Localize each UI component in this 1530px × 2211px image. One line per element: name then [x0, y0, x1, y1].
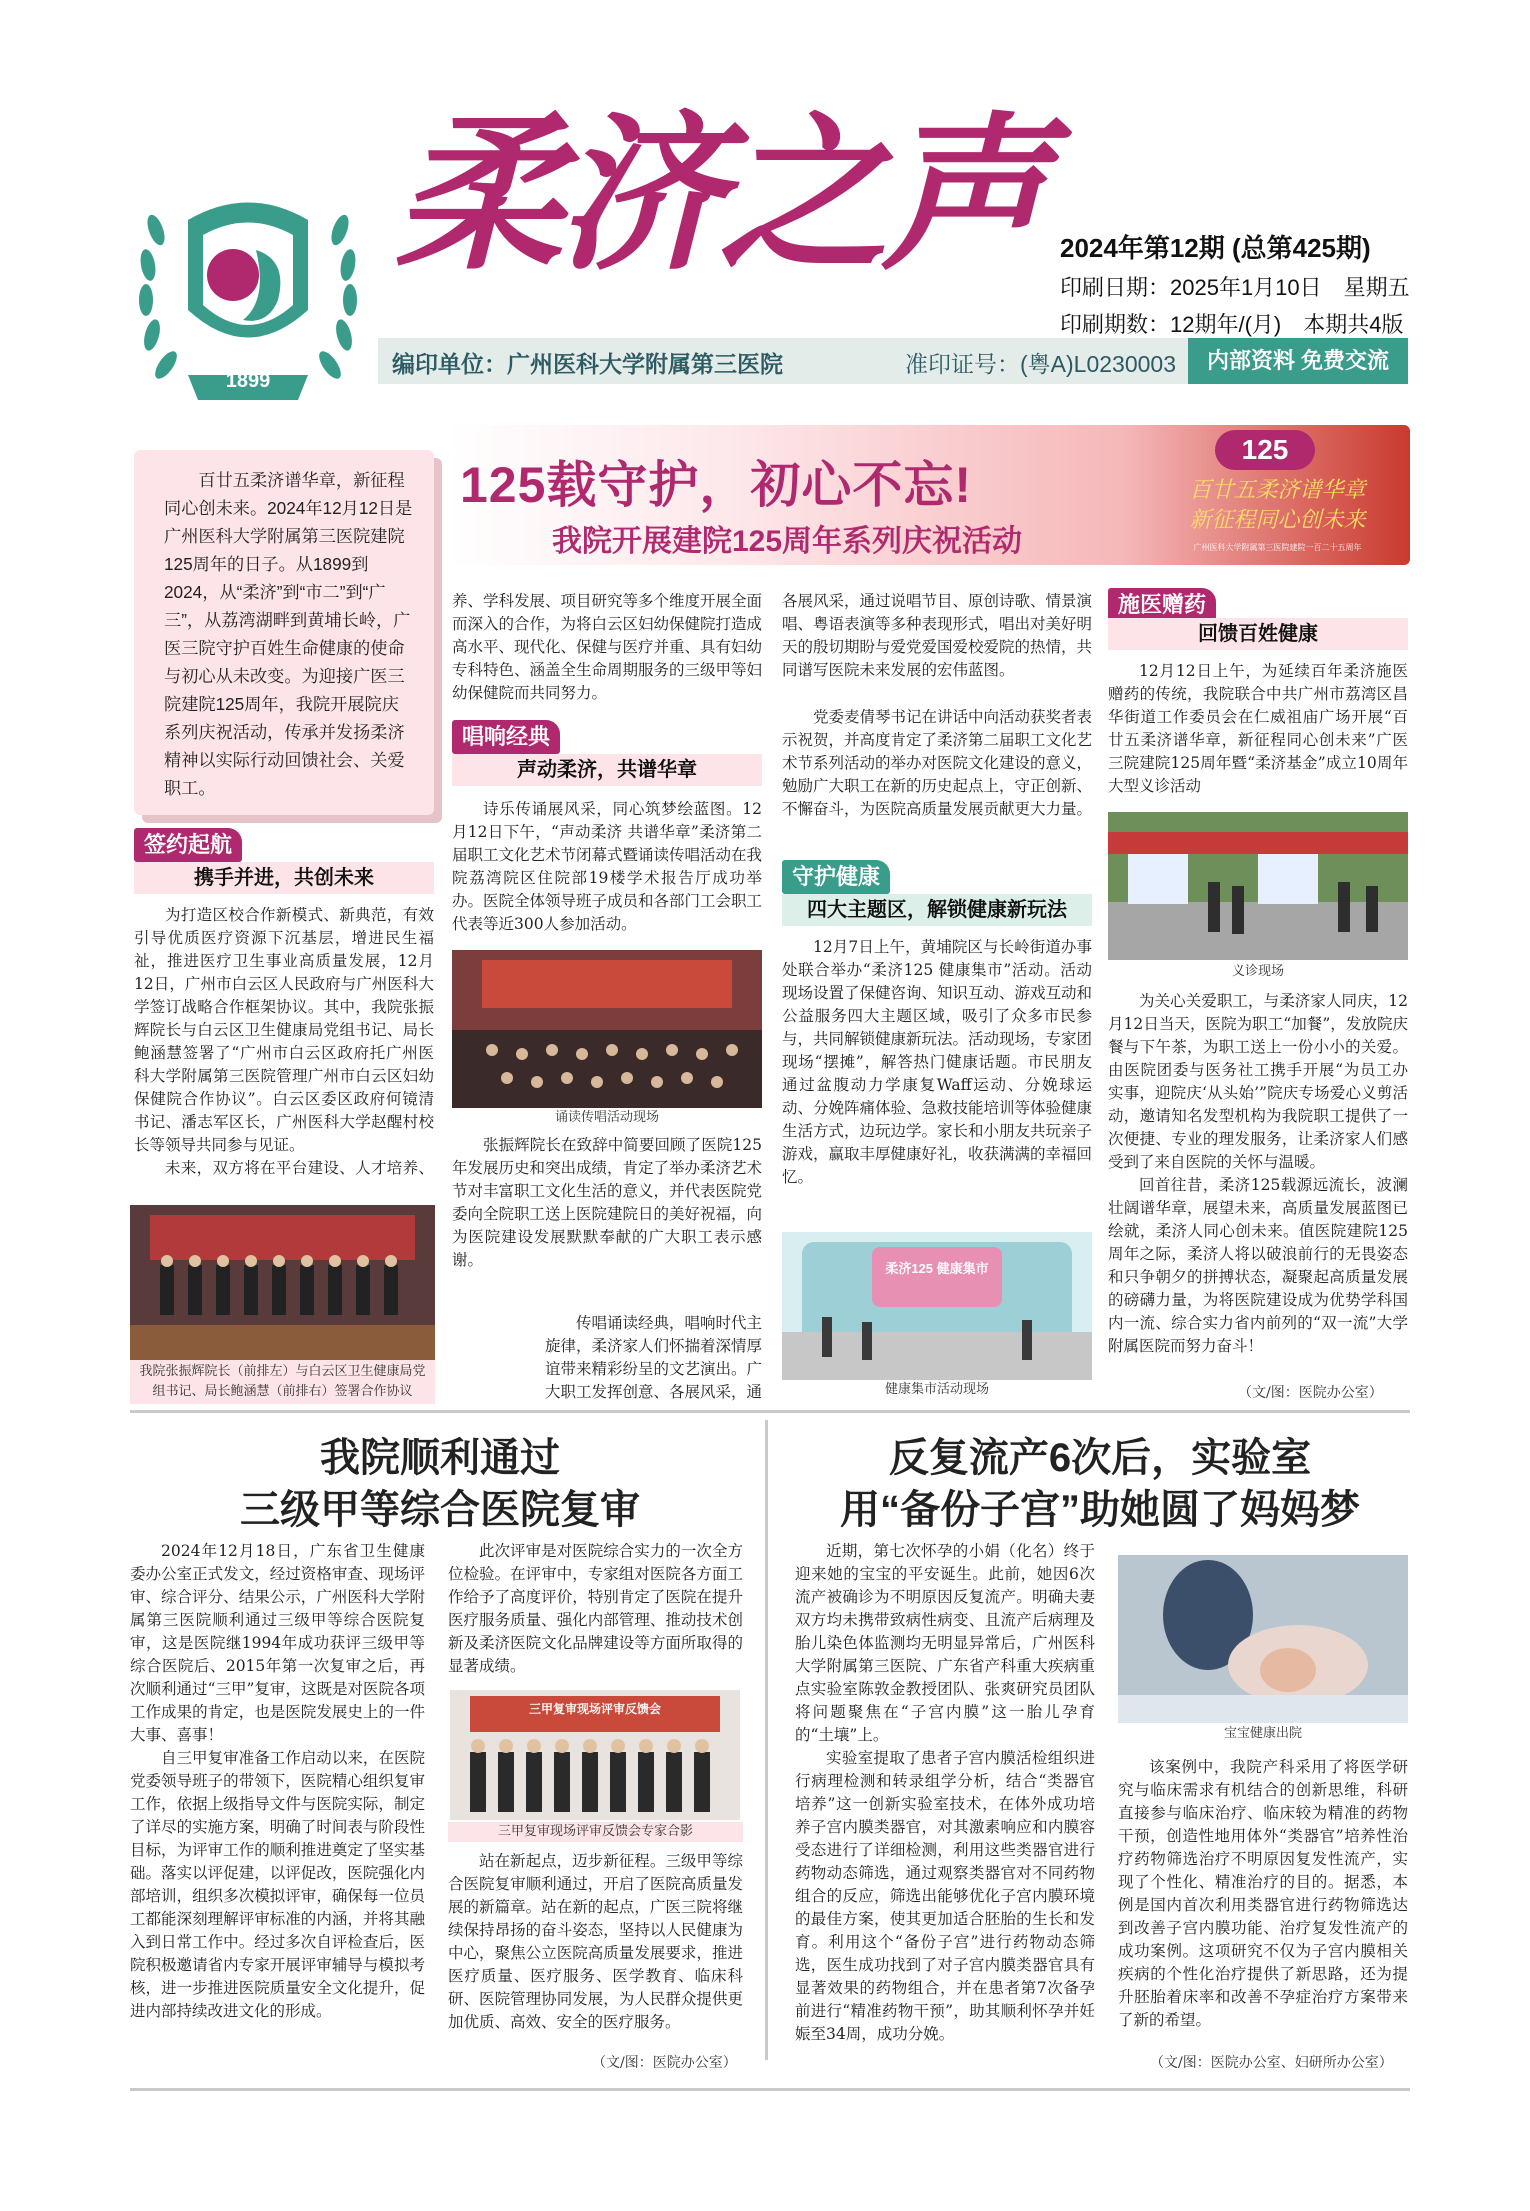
section-subtitle-sign: 携手并进，共创未来	[134, 862, 434, 894]
recital-photo	[452, 950, 762, 1108]
internal-label: 内部资料 免费交流	[1188, 338, 1408, 384]
review-col-2b: 站在新起点，迈步新征程。三级甲等综合医院复审顺利通过，开启了医院高质量发展的新篇章。站在新的起点，广医三院将继续保持昂扬的奋斗姿态，坚持以人民健康为中心，聚焦公立医院高质量发展要求，推进医疗质量、医疗服务、医学教育、临床科研、医院管理协同发展，为人民群众提供更加优质、高效、安全的医疗服务。	[448, 1852, 743, 2031]
sing-text-1: 诗乐传诵展风采，同心筑梦绘蓝图。12月12日下午，“声动柔济 共谱华章”柔济第二届职工文化艺术节闭幕式暨诵读传唱活动在我院荔湾院区住院部19楼学术报告厅成功举办。医院全体领导班子成员和各部门工会职工代表等近300人参加活动。	[452, 800, 763, 933]
clinic-text-1: 12月12日上午，为延续百年柔济施医赠药的传统，我院联合中共广州市荔湾区昌华街道工作委员会在仁威祖庙广场开展“百廿五柔济谱华章，新征程同心创未来”广医三院建院125周年暨“柔济基金”成立10周年大型义诊活动	[1108, 662, 1408, 795]
free-clinic-photo-caption: 义诊现场	[1231, 964, 1284, 979]
banner-subtitle: 我院开展建院125周年系列庆祝活动	[552, 525, 1023, 558]
section-tag-sign: 签约起航	[134, 828, 242, 862]
print-count: 印刷期数：12期年/(月) 本期共4版	[1060, 312, 1404, 337]
banner-slogan	[1155, 476, 1400, 535]
section-tag-health: 守护健康	[782, 860, 890, 894]
review-col-2: 此次评审是对医院综合实力的一次全方位检验。在评审中，专家组对医院各方面工作给予了高度评价，特别肯定了医院在提升医疗服务质量、强化内部管理、推动技术创新及柔济医院文化品牌建设等方面所取得的显著成绩。	[448, 1542, 743, 1675]
clinic-credit: （文/图：医院办公室）	[1238, 1385, 1383, 1401]
health-fair-photo-caption: 健康集市活动现场	[884, 1382, 989, 1397]
issue-number: 2024年第12期 (总第425期)	[1060, 233, 1371, 263]
banner-caption: 广州医科大学附属第三医院建院一百二十五周年	[1193, 543, 1362, 552]
section-tag-clinic: 施医赠药	[1108, 588, 1216, 622]
signing-photo-caption: 我院张振辉院长（前排左）与白云区卫生健康局党组书记、局长鲍涵慧（前排右）签署合作协议	[130, 1360, 435, 1404]
masthead-title: 柔济之声	[395, 95, 1043, 293]
uterus-headline-line1: 反复流产6次后，实验室	[888, 1436, 1312, 1480]
column-divider	[765, 1420, 768, 2060]
section-subtitle-health: 四大主题区，解锁健康新玩法	[782, 894, 1092, 926]
uterus-col-1: 近期，第七次怀孕的小娟（化名）终于迎来她的宝宝的平安诞生。此前，她因6次流产被确诊为不明原因反复流产。明确夫妻双方均未携带致病性病变、且流产后病理及胎儿染色体监测均无明显异常后，广州医科大学附属第三医院、广东省产科重大疾病重点实验室陈敦金教授团队、张爽研究员团队将问题聚焦在“子宫内膜”这一胎儿孕育的“土壤”上。 实验室提取了患者子宫内膜活检组织进行病理检测和转录组学分析，结合“类器官培养”这一创新实验室技术，在体外成功培养子宫内膜类器官，对其激素响应和内膜容受态进行了详细检测，利用这些类器官进行药物动态筛选，通过观察类器官对不同药物组合的反应，筛选出能够优化子宫内膜环境的最佳方案，使其更加适合胚胎的生长和发育。利用这个“备份子宫”进行药物动态筛选，医生成功找到了对子宫内膜类器官具有显著效果的药物组合，并在患者第7次备孕前进行“精准药物干预”，助其顺利怀孕并妊娠至34周，成功分娩。	[795, 1542, 1095, 2043]
section-tag-sing: 唱响经典	[452, 720, 560, 754]
uterus-credit: （文/图：医院办公室、妇研所办公室）	[1150, 2055, 1393, 2071]
banner-slogan-line2: 新征程同心创未来	[1189, 507, 1366, 533]
sing-text-3-tail: 各展风采，通过说唱节目、原创诗歌、情景演唱、粤语表演等多种表现形式，唱出对美好明天的殷切期盼与爱党爱国爱校爱院的热情，共同谱写医院未来发展的宏伟蓝图。	[782, 592, 1092, 679]
logo-year: 1899	[225, 370, 271, 392]
intro-text: 百廿五柔济谱华章，新征程同心创未来。2024年12月12日是广州医科大学附属第三医院建院125周年的日子。从1899到2024，从“柔济”到“市二”到“广三”，从荔湾湖畔到黄埔长岭，广医三院守护百姓生命健康的使命与初心从未改变。为迎接广医三院建院125周年，我院开展院庆系列庆祝活动，传承并发扬柔济精神以实际行动回馈社会、关爱职工。	[164, 470, 413, 798]
print-date: 印刷日期：2025年1月10日 星期五	[1060, 275, 1410, 300]
bottom-divider	[130, 2088, 1410, 2091]
sing-text-3-continued	[782, 590, 1092, 700]
anniversary-badge: 125	[1215, 430, 1315, 470]
review-headline-line1: 我院顺利通过	[320, 1436, 560, 1480]
uterus-headline-line2: 用“备份子宫”助她圆了妈妈梦	[840, 1488, 1360, 1532]
permit-number: 准印证号：(粤A)L0230003	[905, 351, 1176, 377]
review-headline-line2: 三级甲等综合医院复审	[240, 1488, 640, 1532]
section-subtitle-clinic: 回馈百姓健康	[1108, 618, 1408, 650]
review-credit: （文/图：医院办公室）	[592, 2055, 737, 2071]
review-col-1: 2024年12月18日，广东省卫生健康委办公室正式发文，经过资格审查、现场评审、综合评分、结果公示，广州医科大学附属第三医院顺利通过三级甲等综合医院复审，这是医院继1994年成功获评三级甲等综合医院后、2015年第一次复审之后，再次顺利通过“三甲”复审，这既是对医院各项工作成果的肯定，也是医院发展史上的一件大事、喜事！ 自三甲复审准备工作启动以来，在医院党委领导班子的带领下，医院精心组织复审工作，依据上级指导文件与医院实际，制定了详尽的实施方案，明确了时间表与阶段性目标，为评审工作的顺利推进奠定了坚实基础。落实以评促建，以评促改，医院强化内部培训，组织多次模拟评审，确保每一位员工都能深刻理解评审标准的内涵，并将其融入到日常工作中。经过多次自评检查后，医院积极邀请省内专家开展评审辅导与模拟考核，进一步推进医院质量安全文化提升，促进内部持续改进文化的形成。	[130, 1542, 425, 2020]
sing-text-4: 党委麦倩琴书记在讲话中向活动获奖者表示祝贺，并高度肯定了柔济第二届职工文化艺术节系列活动的举办对医院文化建设的意义，勉励广大职工在新的历史起点上，守正创新、不懈奋斗，为医院高质量发展贡献更大力量。	[782, 708, 1093, 818]
health-text: 12月7日上午，黄埔院区与长岭街道办事处联合举办“柔济125 健康集市”活动。活动现场设置了保健咨询、知识互动、游戏互动和公益服务四大主题区域，吸引了众多市民参与，共同解锁健康新玩法。活动现场，专家团现场“摆摊”，解答热门健康话题。市民朋友通过盆腹动力学康复Waff运动、分娩球运动、分娩阵痛体验、急救技能培训等体验健康生活方式，边玩边学。家长和小朋友共玩亲子游戏，赢取丰厚健康好礼，收获满满的幸福回忆。	[782, 938, 1093, 1186]
sign-text-2-tail: 养、学科发展、项目研究等多个维度开展全面而深入的合作，为将白云区妇幼保健院打造成高水平、现代化、保健与医疗并重、具有妇幼专科特色、涵盖全生命周期服务的三级甲等妇幼保健院而共同努力。	[452, 592, 763, 702]
section-subtitle-sing: 声动柔济，共谱华章	[452, 754, 762, 786]
uterus-headline	[790, 1432, 1410, 1536]
sign-text-1: 为打造区校合作新模式、新典范，有效引导优质医疗资源下沉基层，增进民生福祉，推进医疗卫生事业高质量发展，12月12日，广州市白云区人民政府与广州医科大学签订战略合作框架协议。其中，我院张振辉院长与白云区卫生健康局党组书记、局长鲍涵慧签署了“广州市白云区政府托广州医科大学附属第三医院管理广州市白云区妇幼保健院合作协议”。白云区委区政府何镜清书记、潘志军区长，广州医科大学赵醒村校长等领导共同参与见证。 未来，双方将在平台建设、人才培养、	[134, 906, 434, 1177]
banner-slogan-line1: 百廿五柔济谱华章	[1189, 478, 1366, 503]
sing-text-2: 张振辉院长在致辞中简要回顾了医院125年发展历史和突出成绩，肯定了举办柔济艺术节对丰富职工文化生活的意义，并代表医院党委向全院职工送上医院建院日的美好祝福，向为医院建设发展默默奉献的广大职工表示感谢。	[452, 1136, 763, 1269]
review-photo-banner: 三甲复审现场评审反馈会	[528, 1702, 661, 1716]
uterus-col-2: 该案例中，我院产科采用了将医学研究与临床需求有机结合的创新思维，科研直接参与临床治疗、临床较为精准的药物干预，创造性地用体外“类器官”培养性治疗药物筛选治疗不明原因复发性流产，实现了个性化、精准治疗的目的。据悉，本例是国内首次利用类器官进行药物筛选达到改善子宫内膜功能、治疗复发性流产的成功案例。这项研究不仅为子宫内膜相关疾病的个性化治疗提供了新思路，还为提升胚胎着床率和改善不孕症治疗方案带来了新的希望。	[1118, 1758, 1408, 2029]
review-photo-caption: 三甲复审现场评审反馈会专家合影	[448, 1822, 743, 1842]
sing-text-3: 传唱诵读经典，唱响时代主旋律，柔济家人们怀揣着深情厚谊带来精彩纷呈的文艺演出。广大职工发挥创意、各展风采，通	[545, 1314, 762, 1401]
review-headline	[130, 1432, 750, 1536]
issue-block	[1060, 228, 1440, 339]
health-fair-sign: 柔济125 健康集市	[885, 1261, 989, 1276]
free-clinic-photo	[1108, 812, 1408, 960]
clinic-text-2: 为关心关爱职工，与柔济家人同庆，12月12日当天，医院为职工“加餐”，发放院庆餐与下午茶，为职工送上一份小小的关爱。由医院团委与医务社工携手开展“为员工办实事，迎院庆‘从头始’”院庆专场爱心义剪活动，邀请知名发型机构为我院职工提供了一次便捷、专业的理发服务，让柔济家人们感受到了来自医院的关怀与温暖。 回首往昔，柔济125载源远流长，波澜壮阔谱华章，展望未来，高质量发展蓝图已绘就，柔济人同心创未来。值医院建院125周年之际，柔济人将以破浪前行的无畏姿态和只争朝夕的拼搏状态，凝聚起高质量发展的磅礴力量，为将医院建设成为优势学科国内一流、综合实力省内前列的“双一流”大学附属医院而努力奋斗！	[1108, 992, 1408, 1355]
intro-box	[134, 450, 434, 815]
section-divider	[130, 1410, 1410, 1413]
health-fair-photo	[782, 1232, 1092, 1380]
sign-text-continued	[452, 590, 762, 705]
baby-photo-caption: 宝宝健康出院	[1223, 1726, 1302, 1741]
baby-photo	[1118, 1555, 1408, 1723]
banner-title: 125载守护，初心不忘!	[460, 457, 973, 513]
recital-photo-caption: 诵读传唱活动现场	[554, 1110, 659, 1125]
editor-unit: 编印单位：广州医科大学附属第三医院	[392, 351, 783, 377]
